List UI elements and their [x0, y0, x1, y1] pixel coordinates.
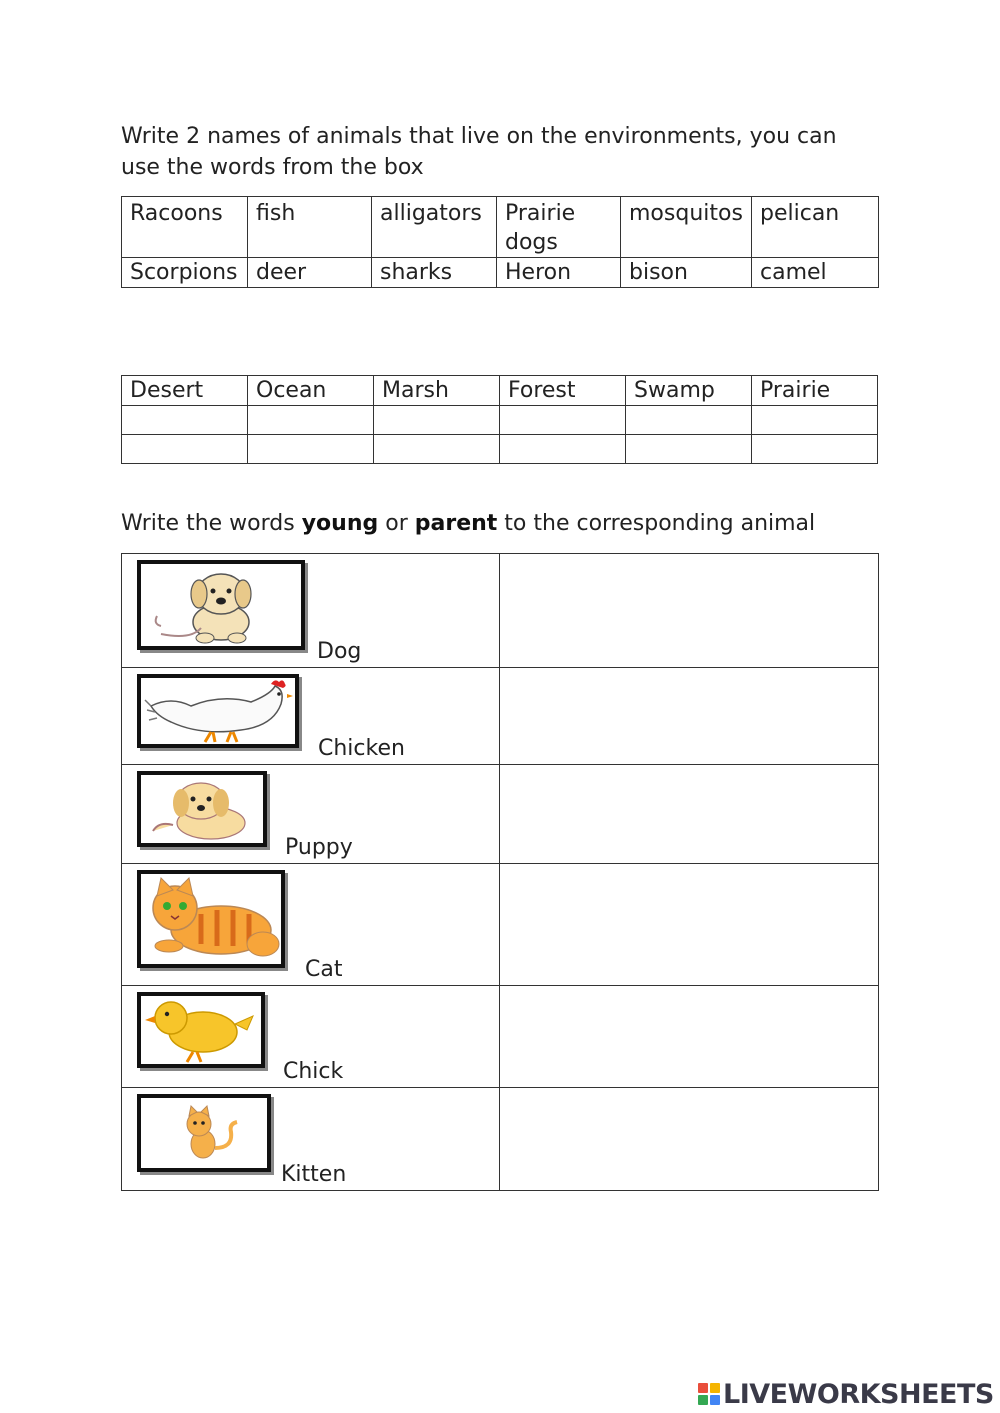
env-header-marsh: Marsh: [374, 376, 500, 406]
answer-field[interactable]: [500, 986, 879, 1088]
animal-cell: [122, 554, 500, 668]
keyword-young: young: [301, 511, 379, 536]
animal-label: Puppy: [285, 835, 353, 860]
answer-field[interactable]: [626, 435, 752, 464]
env-header-ocean: Ocean: [248, 376, 374, 406]
answer-field[interactable]: [248, 435, 374, 464]
word-cell: fish: [248, 197, 372, 258]
logo-mark-icon: [698, 1383, 720, 1405]
animal-label: Chick: [283, 1059, 344, 1084]
answer-field[interactable]: [122, 435, 248, 464]
word-cell: pelican: [752, 197, 879, 258]
answer-field[interactable]: [374, 435, 500, 464]
brand-name: LIVEWORKSHEETS: [723, 1378, 994, 1410]
word-cell: Scorpions: [122, 258, 248, 288]
animal-label: Dog: [317, 639, 362, 664]
instruction-text: Write the words: [121, 511, 302, 536]
answer-field[interactable]: [752, 406, 878, 435]
env-header-prairie: Prairie: [752, 376, 878, 406]
answer-field[interactable]: [500, 554, 879, 668]
dog-icon: [137, 560, 305, 650]
kitten-icon: [137, 1094, 271, 1172]
answer-field[interactable]: [626, 406, 752, 435]
animal-cell: [122, 1088, 500, 1191]
answer-field[interactable]: [752, 435, 878, 464]
answer-field[interactable]: [374, 406, 500, 435]
animal-cell: [122, 864, 500, 986]
animal-label: Cat: [305, 957, 343, 982]
instruction-young-parent: [121, 508, 881, 539]
environment-table: [121, 375, 878, 464]
answer-field[interactable]: [500, 864, 879, 986]
env-header-forest: Forest: [500, 376, 626, 406]
chick-icon: [137, 992, 265, 1068]
word-cell: bison: [621, 258, 752, 288]
animal-label: Kitten: [281, 1162, 347, 1187]
word-cell: deer: [248, 258, 372, 288]
puppy-icon: [137, 771, 267, 847]
env-header-swamp: Swamp: [626, 376, 752, 406]
chicken-icon: [137, 674, 299, 748]
instruction-text: to the corresponding animal: [497, 511, 816, 536]
liveworksheets-logo: [698, 1378, 994, 1410]
instruction-environments: Write 2 names of animals that live on the environments, you can use the words from the box: [121, 124, 837, 180]
word-cell: Heron: [497, 258, 621, 288]
word-cell: sharks: [372, 258, 497, 288]
word-cell: Racoons: [122, 197, 248, 258]
answer-field[interactable]: [500, 1088, 879, 1191]
keyword-parent: parent: [414, 511, 498, 536]
cat-icon: [137, 870, 285, 968]
young-parent-table: [121, 553, 879, 1191]
answer-field[interactable]: [500, 406, 626, 435]
animal-cell: [122, 668, 500, 765]
word-cell: alligators: [372, 197, 497, 258]
answer-field[interactable]: [500, 435, 626, 464]
animal-label: Chicken: [318, 736, 405, 761]
answer-field[interactable]: [500, 668, 879, 765]
animal-cell: [122, 986, 500, 1088]
animal-cell: [122, 765, 500, 864]
instruction-text: or: [378, 511, 415, 536]
answer-field[interactable]: [500, 765, 879, 864]
word-cell: Prairie dogs: [497, 197, 621, 258]
word-box-table: [121, 196, 879, 288]
word-cell: camel: [752, 258, 879, 288]
answer-field[interactable]: [248, 406, 374, 435]
answer-field[interactable]: [122, 406, 248, 435]
word-cell: mosquitos: [621, 197, 752, 258]
env-header-desert: Desert: [122, 376, 248, 406]
